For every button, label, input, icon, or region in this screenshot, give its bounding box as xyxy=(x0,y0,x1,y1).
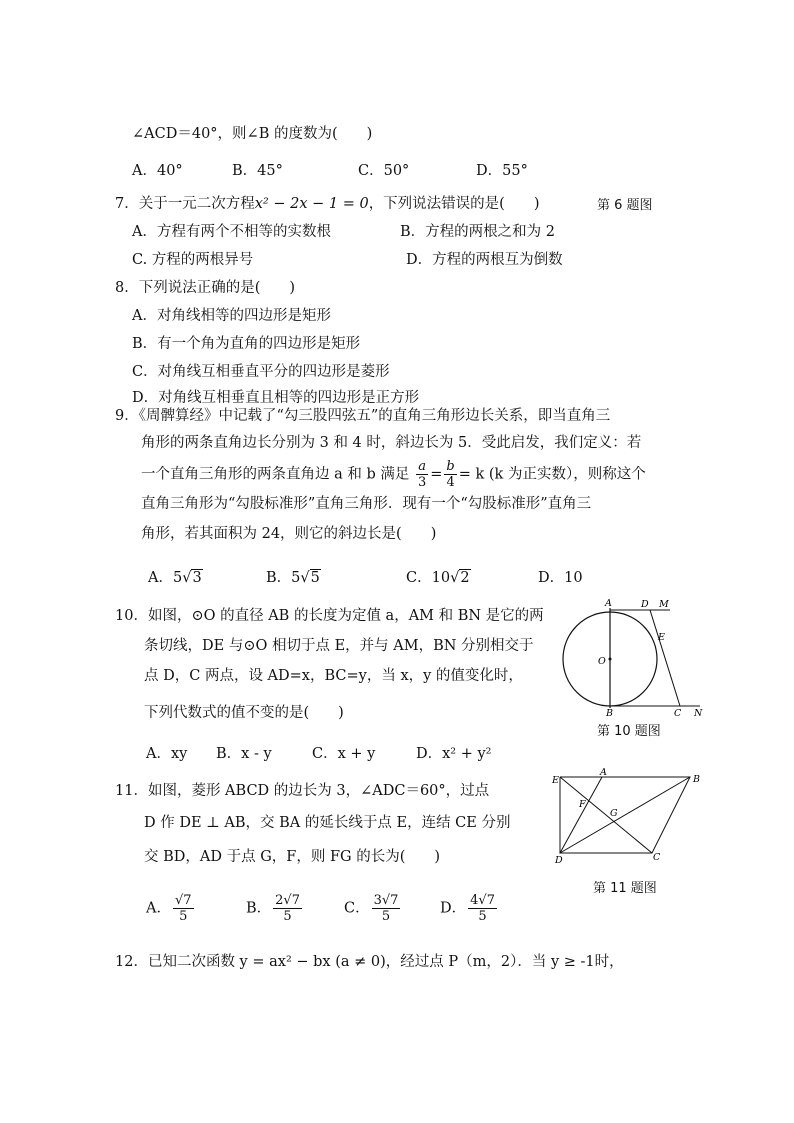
q8-stem: 8．下列说法正确的是( ) xyxy=(115,280,296,296)
q9-line4: 直角三角形为“勾股标准形”直角三角形．现有一个“勾股标准形”直角三 xyxy=(141,496,592,512)
q11-label-e: E xyxy=(552,775,559,786)
q7-equation: x² − 2x − 1 = 0 xyxy=(254,196,369,212)
q9-option-d: D．10 xyxy=(538,570,583,586)
q6-option-a: A．40° xyxy=(132,163,183,179)
q11-figure-caption: 第 11 题图 xyxy=(593,881,657,896)
q10-line4: 下列代数式的值不变的是( ) xyxy=(144,705,344,721)
q10-option-d: D．x² + y² xyxy=(416,746,492,762)
q10-tangent-dc xyxy=(650,610,680,706)
q7-option-d: D．方程的两根互为倒数 xyxy=(406,252,563,268)
q11-label-d: D xyxy=(555,855,563,866)
q8-option-b: B．有一个角为直角的四边形是矩形 xyxy=(132,336,361,352)
q9-fraction-a-over-3: $\frac{a}{3}$ xyxy=(417,459,427,490)
q11-label-c: C xyxy=(653,852,661,863)
q10-option-a: A．xy xyxy=(146,746,188,762)
q12-stem: 12．已知二次函数 y = ax² − bx (a ≠ 0)，经过点 P（m，2）．当 y ≥ -1时， xyxy=(115,954,624,970)
q8-option-c: C．对角线互相垂直平分的四边形是菱形 xyxy=(132,364,390,380)
q10-figure xyxy=(560,598,710,718)
q10-line2: 条切线，DE 与⊙O 相切于点 E，并与 AM，BN 分别相交于 xyxy=(144,638,534,654)
q11-label-f: F xyxy=(579,799,586,810)
q9-line3-a: 一个直角三角形的两条直角边 a 和 b 满足 xyxy=(141,466,410,483)
q10-label-b: B xyxy=(606,708,613,719)
q11-label-a: A xyxy=(600,767,607,778)
q9-option-b: B．5√5 xyxy=(266,570,320,586)
q6-option-d: D．55° xyxy=(476,163,528,179)
q10-label-c: C xyxy=(674,708,682,719)
q10-label-d: D xyxy=(641,599,649,610)
q10-figure-caption: 第 10 题图 xyxy=(597,724,661,739)
q9-line5: 角形，若其面积为 24，则它的斜边长是( ) xyxy=(141,526,437,542)
q6-option-c: C．50° xyxy=(358,163,410,179)
q8-option-d: D．对角线互相垂直且相等的四边形是正方形 xyxy=(132,390,420,406)
q10-option-c: C．x + y xyxy=(312,746,376,762)
q7-option-a: A．方程有两个不相等的实数根 xyxy=(132,224,331,240)
q11-option-a: A． $\frac{√7}{5}$ xyxy=(146,893,192,924)
q10-label-o: O xyxy=(598,656,606,667)
q9-line3-b: = k (k 为正实数），则称这个 xyxy=(458,466,646,483)
q11-segment-ce xyxy=(560,777,652,853)
q7-option-b: B．方程的两根之和为 2 xyxy=(400,224,555,240)
q6-option-b: B．45° xyxy=(232,163,283,179)
q11-label-g: G xyxy=(610,808,618,819)
q11-line2: D 作 DE ⊥ AB，交 BA 的延长线于点 E，连结 CE 分别 xyxy=(144,815,511,831)
q11-option-b: B． $\frac{2√7}{5}$ xyxy=(246,893,300,924)
q10-label-m: M xyxy=(659,599,669,610)
q7-stem-prefix: 7．关于一元二次方程 xyxy=(115,196,255,212)
q7-option-c: C. 方程的两根异号 xyxy=(132,252,254,268)
q7-stem-suffix: ，下列说法错误的是( ) xyxy=(368,196,540,212)
q9-fraction-b-over-4: $\frac{b}{4}$ xyxy=(446,459,455,490)
q11-option-c: C． $\frac{3√7}{5}$ xyxy=(344,893,399,924)
q10-label-e: E xyxy=(658,632,665,643)
q6-figure-caption: 第 6 题图 xyxy=(597,198,653,213)
q11-option-d: D． $\frac{4√7}{5}$ xyxy=(440,893,495,924)
q11-line1: 11．如图，菱形 ABCD 的边长为 3，∠ADC＝60°，过点 xyxy=(115,783,490,799)
q7-stem xyxy=(115,194,540,214)
q11-figure xyxy=(548,766,708,866)
q8-option-a: A．对角线相等的四边形是矩形 xyxy=(132,308,331,324)
q10-center-point xyxy=(609,658,612,661)
q10-line1: 10．如图，⊙O 的直径 AB 的长度为定值 a，AM 和 BN 是它的两 xyxy=(115,608,544,624)
q11-line3: 交 BD，AD 于点 G，F，则 FG 的长为( ) xyxy=(144,849,441,865)
q10-option-b: B．x - y xyxy=(216,746,272,762)
q10-line3: 点 D，C 两点，设 AD=x，BC=y，当 x，y 的值变化时， xyxy=(144,668,523,684)
q11-label-b: B xyxy=(693,774,700,785)
q10-label-n: N xyxy=(694,708,703,719)
q6-stem-tail: ∠ACD＝40°，则∠B 的度数为( ) xyxy=(132,126,373,142)
q9-line2: 角形的两条直角边长分别为 3 和 4 时，斜边长为 5．受此启发，我们定义：若 xyxy=(141,435,642,451)
q9-option-a: A．5√3 xyxy=(148,570,202,586)
q9-line3: 一个直角三角形的两条直角边 a 和 b 满足 $\frac{a}{3}$ = $\frac{b}{4}$ = k (k 为正实数），则称这个 xyxy=(141,459,646,490)
q9-line1: 9．《周髀算经》中记载了“勾三股四弦五”的直角三角形边长关系，即当直角三 xyxy=(115,408,611,424)
q9-option-c: C．10√2 xyxy=(406,570,470,586)
q10-label-a: A xyxy=(605,598,612,609)
